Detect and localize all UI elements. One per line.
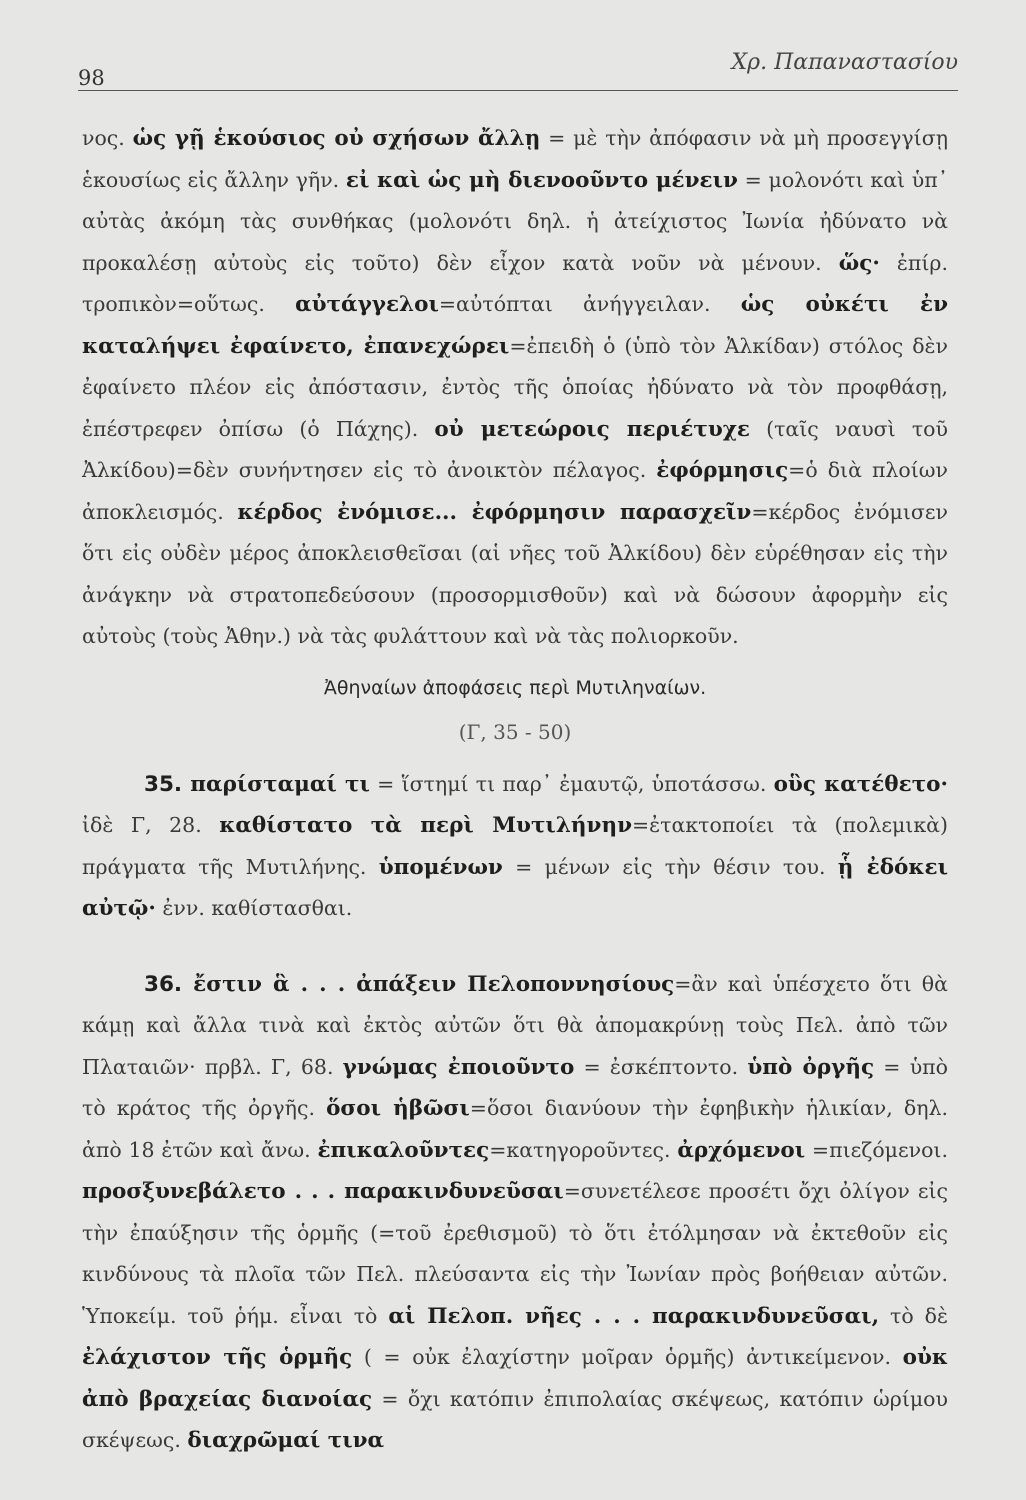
- chapter-number: 35.: [144, 771, 191, 797]
- page-number: 98: [78, 66, 105, 90]
- section-range: (Γ, 35 - 50): [458, 719, 572, 744]
- commentary-text: =κατηγοροῦντες.: [489, 1137, 678, 1162]
- page-body: [82, 118, 948, 1462]
- commentary-text: = μὲ τὴν ἀπόφασιν νὰ μὴ προσεγγίσῃ ἑκουσίως εἰς ἄλλην γῆν.: [82, 126, 948, 192]
- lemma-term: οὐ μετεώροις περιέτυχε: [434, 416, 750, 442]
- lemma-term: παρίσταμαί τι: [190, 771, 370, 797]
- lemma-term: ὡς οὐκέτι ἐν καταλήψει ἐφαίνετο, ἐπανεχώρει: [82, 292, 948, 359]
- lemma-term: ὥς·: [838, 250, 880, 276]
- lemma-term: ἐφόρμησις: [656, 458, 789, 483]
- commentary-text: νος.: [82, 126, 133, 150]
- commentary-text: = μένων εἰς τὴν θέσιν του.: [502, 854, 838, 879]
- lemma-term: οὐκ ἀπὸ βραχείας διανοίας: [82, 1345, 948, 1412]
- commentary-text: ἐπίρ. τροπικὸν=οὕτως.: [82, 250, 948, 316]
- lemma-term: ὅσοι ἡβῶσι: [326, 1096, 470, 1121]
- commentary-text: =συνετέλεσε προσέτι ὄχι ὀλίγον εἰς τὴν ἐπαύξησιν τῆς ὁρμῆς (=τοῦ ἐρεθισμοῦ) τὸ ὅτι ἐτόλμησαν νὰ ἐκτεθοῦν εἰς κινδύνους τὰ πλοῖα τῶν Πελ. πλεύσαντα εἰς τὴν Ἰωνίαν πρὸς βοήθειαν αὐτῶν. Ὑποκείμ. τοῦ ῥήμ. εἶναι τὸ: [82, 1179, 949, 1328]
- lemma-term: ἐλάχιστον τῆς ὁρμῆς: [82, 1345, 353, 1370]
- lemma-term: καθίστατο τὰ περὶ Μυτιλήνην: [219, 813, 632, 838]
- commentary-text: ἐνν. καθίστασθαι.: [155, 896, 353, 920]
- lemma-term: προσξυνεβάλετο . . . παρακινδυνεῦσαι: [82, 1179, 564, 1204]
- lemma-term: ὡς γῇ ἑκούσιος οὐ σχήσων ἄλλῃ: [132, 126, 541, 151]
- lemma-term: γνώμας ἐποιοῦντο: [342, 1054, 575, 1080]
- commentary-text: =ὁ διὰ πλοίων ἀποκλεισμός.: [82, 458, 948, 524]
- commentary-text: τὸ δὲ: [879, 1303, 949, 1328]
- commentary-text: =ἂν καὶ ὑπέσχετο ὅτι θὰ κάμῃ καὶ ἄλλα τινὰ καὶ ἐκτὸς αὐτῶν ὅτι θὰ ἀπομακρύνῃ τοὺς Πελ. ἀπὸ τῶν Πλαταιῶν· πρβλ. Γ, 68.: [82, 971, 948, 1079]
- commentary-text: (ταῖς ναυσὶ τοῦ Ἀλκίδου)=δὲν συνήντησεν εἰς τὸ ἀνοικτὸν πέλαγος.: [82, 416, 948, 482]
- commentary-text: ἰδὲ Γ, 28.: [82, 813, 220, 837]
- commentary-text: =κέρδος ἐνόμισεν ὅτι εἰς οὐδὲν μέρος ἀποκλεισθεῖσαι (αἱ νῆες τοῦ Ἀλκίδου) δὲν εὑρέθησαν εἰς τὴν ἀνάγκην νὰ στρατοπεδεύσουν (προσορμισθοῦν) καὶ νὰ δώσουν ἀφορμὴν εἰς αὐτοὺς (τοὺς Ἀθην.) νὰ τὰς φυλάττουν καὶ νὰ τὰς πολιορκοῦν.: [82, 499, 948, 648]
- lemma-term: διαχρῶμαί τινα: [187, 1428, 385, 1453]
- commentary-text: = ὄχι κατόπιν ἐπιπολαίας σκέψεως, κατόπιν ὡρίμου σκέψεως.: [82, 1386, 948, 1452]
- commentary-text: = μολονότι καὶ ὑπ᾽ αὐτὰς ἀκόμη τὰς συνθήκας (μολονότι δηλ. ἡ ἀτείχιστος Ἰωνία ἠδύνατο νὰ προκαλέσῃ αὐτοὺς εἰς τοῦτο) δὲν εἶχον κατὰ νοῦν νὰ μένουν.: [82, 167, 948, 275]
- commentary-text: = ἵστημί τι παρ᾽ ἐμαυτῷ, ὑποτάσσω.: [369, 771, 774, 796]
- paragraph-35: [82, 764, 948, 930]
- lemma-term: ἀρχόμενοι: [677, 1137, 806, 1163]
- lemma-term: ᾗ ἐδόκει αὐτῷ·: [82, 854, 948, 921]
- commentary-text: =ἐπειδὴ ὁ (ὑπὸ τὸν Ἀλκίδαν) στόλος δὲν ἐφαίνετο πλέον εἰς ἀπόστασιν, ἐντὸς τῆς ὁποίας ἠδύνατο νὰ τὸν προφθάσῃ, ἐπέστρεφεν ὀπίσω (ὁ Πάχης).: [82, 333, 948, 441]
- lemma-term: εἰ καὶ ὡς μὴ διενοοῦντο μένειν: [345, 167, 738, 193]
- lemma-term: αἱ Πελοπ. νῆες . . . παρακινδυνεῦσαι,: [388, 1303, 880, 1329]
- lemma-term: αὐτάγγελοι: [295, 292, 439, 317]
- commentary-text: ( = οὐκ ἐλαχίστην μοῖραν ὁρμῆς) ἀντικείμενον.: [352, 1345, 903, 1369]
- page-header: [78, 44, 958, 91]
- lemma-term: ἐπικαλοῦντες: [317, 1137, 490, 1163]
- commentary-text: =ὅσοι διανύουν τὴν ἐφηβικὴν ἡλικίαν, δηλ. ἀπὸ 18 ἐτῶν καὶ ἄνω.: [82, 1096, 948, 1162]
- commentary-text: = ὑπὸ τὸ κράτος τῆς ὀργῆς.: [82, 1054, 948, 1120]
- commentary-text: =πιεζόμενοι.: [805, 1137, 948, 1162]
- lemma-term: οὓς κατέθετο·: [773, 771, 949, 797]
- commentary-text: =ἐτακτοποίει τὰ (πολεμικὰ) πράγματα τῆς Μυτιλήνης.: [82, 813, 948, 879]
- chapter-number: 36.: [144, 971, 194, 997]
- lemma-term: ὑπομένων: [378, 854, 503, 880]
- lemma-term: ὑπὸ ὀργῆς: [747, 1054, 875, 1080]
- lemma-term: ἔστιν ἃ . . . ἀπάξειν Πελοποννησίους: [193, 971, 675, 997]
- paragraph-continued: [82, 118, 948, 658]
- commentary-text: =αὐτόπται ἀνήγγειλαν.: [438, 292, 741, 316]
- commentary-text: = ἐσκέπτοντο.: [574, 1054, 748, 1079]
- section-title: Ἀθηναίων ἀποφάσεις περὶ Μυτιληναίων.: [323, 676, 707, 699]
- lemma-term: κέρδος ἐνόμισε... ἐφόρμησιν παρασχεῖν: [237, 499, 752, 525]
- paragraph-36: [82, 964, 948, 1462]
- running-head: Χρ. Παπαναστασίου: [731, 50, 958, 75]
